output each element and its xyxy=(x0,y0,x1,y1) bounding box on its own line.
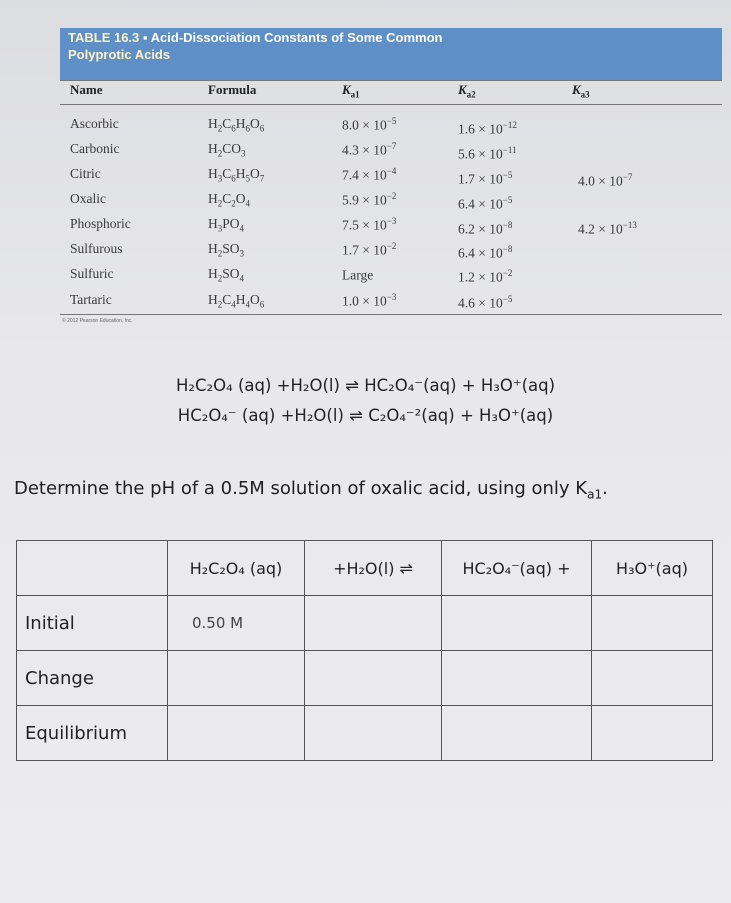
table-title-text: Acid-Dissociation Constants of Some Common xyxy=(150,30,443,45)
col-head-ka1: $K_{a1}$ xyxy=(342,82,360,100)
ice-cell[interactable] xyxy=(442,596,592,651)
row-formula: $H_2SO_3$ xyxy=(208,241,245,259)
table-title xyxy=(68,30,708,46)
row-name: Citric xyxy=(70,166,101,181)
ice-cell[interactable] xyxy=(305,596,442,651)
ice-row-equilibrium xyxy=(17,706,713,761)
ice-header-row xyxy=(17,541,713,596)
table-rule-header xyxy=(60,104,722,105)
row-formula: $H_3PO_4$ xyxy=(208,216,245,234)
row-ka2: $1.7 \times 10^{-5}$ xyxy=(458,170,513,187)
equation-first-dissociation: H₂C₂O₄ (aq) +H₂O(l) ⇌ HC₂O₄⁻(aq) + H₃O⁺(aq) xyxy=(175,376,556,395)
row-name: Ascorbic xyxy=(70,116,119,131)
row-ka2: $4.6 \times 10^{-5}$ xyxy=(458,294,513,311)
table-subtitle: Polyprotic Acids xyxy=(68,47,171,62)
row-ka1: $1.0 \times 10^{-3}$ xyxy=(342,292,397,309)
ice-table xyxy=(16,540,713,761)
row-name: Phosphoric xyxy=(70,216,131,231)
question-text: Determine the pH of a 0.5M solution of oxalic acid, using only $K_{a1}$. xyxy=(14,478,608,502)
row-formula: $H_3C_6H_5O_7$ xyxy=(208,166,265,184)
ice-cell[interactable] xyxy=(442,651,592,706)
row-ka1: $8.0 \times 10^{-5}$ xyxy=(342,116,397,133)
table-rule-bottom xyxy=(60,314,722,315)
ice-cell[interactable] xyxy=(592,651,713,706)
row-ka1: Large xyxy=(342,267,374,283)
col-head-ka2: $K_{a2}$ xyxy=(458,82,476,100)
col-head-formula: Formula xyxy=(208,82,257,97)
copyright-note: © 2012 Pearson Education, Inc. xyxy=(62,318,133,324)
row-ka1: $7.5 \times 10^{-3}$ xyxy=(342,216,397,233)
row-name: Tartaric xyxy=(70,292,112,307)
row-ka2: $6.2 \times 10^{-8}$ xyxy=(458,220,513,237)
equation-second-dissociation: HC₂O₄⁻ (aq) +H₂O(l) ⇌ C₂O₄⁻²(aq) + H₃O⁺(aq) xyxy=(177,406,554,425)
ice-cell[interactable] xyxy=(305,706,442,761)
row-name: Oxalic xyxy=(70,191,106,206)
ice-row-label: Initial xyxy=(17,596,168,651)
row-ka3: $4.2 \times 10^{-13}$ xyxy=(578,220,637,237)
ice-header-acid: H₂C₂O₄ (aq) xyxy=(168,541,305,596)
ice-cell[interactable]: 0.50 M xyxy=(168,596,305,651)
table-rule-top xyxy=(60,80,722,81)
ice-header-water: +H₂O(l) ⇌ xyxy=(305,541,442,596)
row-name: Carbonic xyxy=(70,141,120,156)
col-head-name: Name xyxy=(70,82,103,97)
ice-cell[interactable] xyxy=(592,706,713,761)
row-ka1: $1.7 \times 10^{-2}$ xyxy=(342,241,397,258)
table-number: TABLE 16.3 xyxy=(68,30,140,45)
row-ka1: $7.4 \times 10^{-4}$ xyxy=(342,166,397,183)
row-name: Sulfuric xyxy=(70,266,114,281)
ice-row-change xyxy=(17,651,713,706)
row-formula: $H_2C_4H_4O_6$ xyxy=(208,292,265,310)
row-formula: $H_2CO_3$ xyxy=(208,141,246,159)
col-head-ka3: $K_{a3}$ xyxy=(572,82,590,100)
ice-row-label: Equilibrium xyxy=(17,706,168,761)
row-ka2: $6.4 \times 10^{-5}$ xyxy=(458,195,513,212)
ice-cell[interactable] xyxy=(168,706,305,761)
row-formula: $H_2C_2O_4$ xyxy=(208,191,251,209)
ice-cell[interactable] xyxy=(305,651,442,706)
row-ka2: $5.6 \times 10^{-11}$ xyxy=(458,145,517,162)
row-ka2: $6.4 \times 10^{-8}$ xyxy=(458,244,513,261)
ice-header-hydronium: H₃O⁺(aq) xyxy=(592,541,713,596)
ice-cell[interactable] xyxy=(442,706,592,761)
ice-row-initial xyxy=(17,596,713,651)
row-ka1: $4.3 \times 10^{-7}$ xyxy=(342,141,397,158)
table-title-bullet: ▪ xyxy=(142,30,151,45)
row-ka3: $4.0 \times 10^{-7}$ xyxy=(578,172,633,189)
ice-header-conj-base: HC₂O₄⁻(aq) + xyxy=(442,541,592,596)
ice-cell[interactable] xyxy=(168,651,305,706)
row-ka2: $1.2 \times 10^{-2}$ xyxy=(458,268,513,285)
row-formula: $H_2SO_4$ xyxy=(208,266,245,284)
ice-cell[interactable] xyxy=(592,596,713,651)
ice-row-label: Change xyxy=(17,651,168,706)
row-ka2: $1.6 \times 10^{-12}$ xyxy=(458,120,517,137)
ice-header-blank xyxy=(17,541,168,596)
row-formula: $H_2C_6H_6O_6$ xyxy=(208,116,265,134)
row-name: Sulfurous xyxy=(70,241,123,256)
row-ka1: $5.9 \times 10^{-2}$ xyxy=(342,191,397,208)
